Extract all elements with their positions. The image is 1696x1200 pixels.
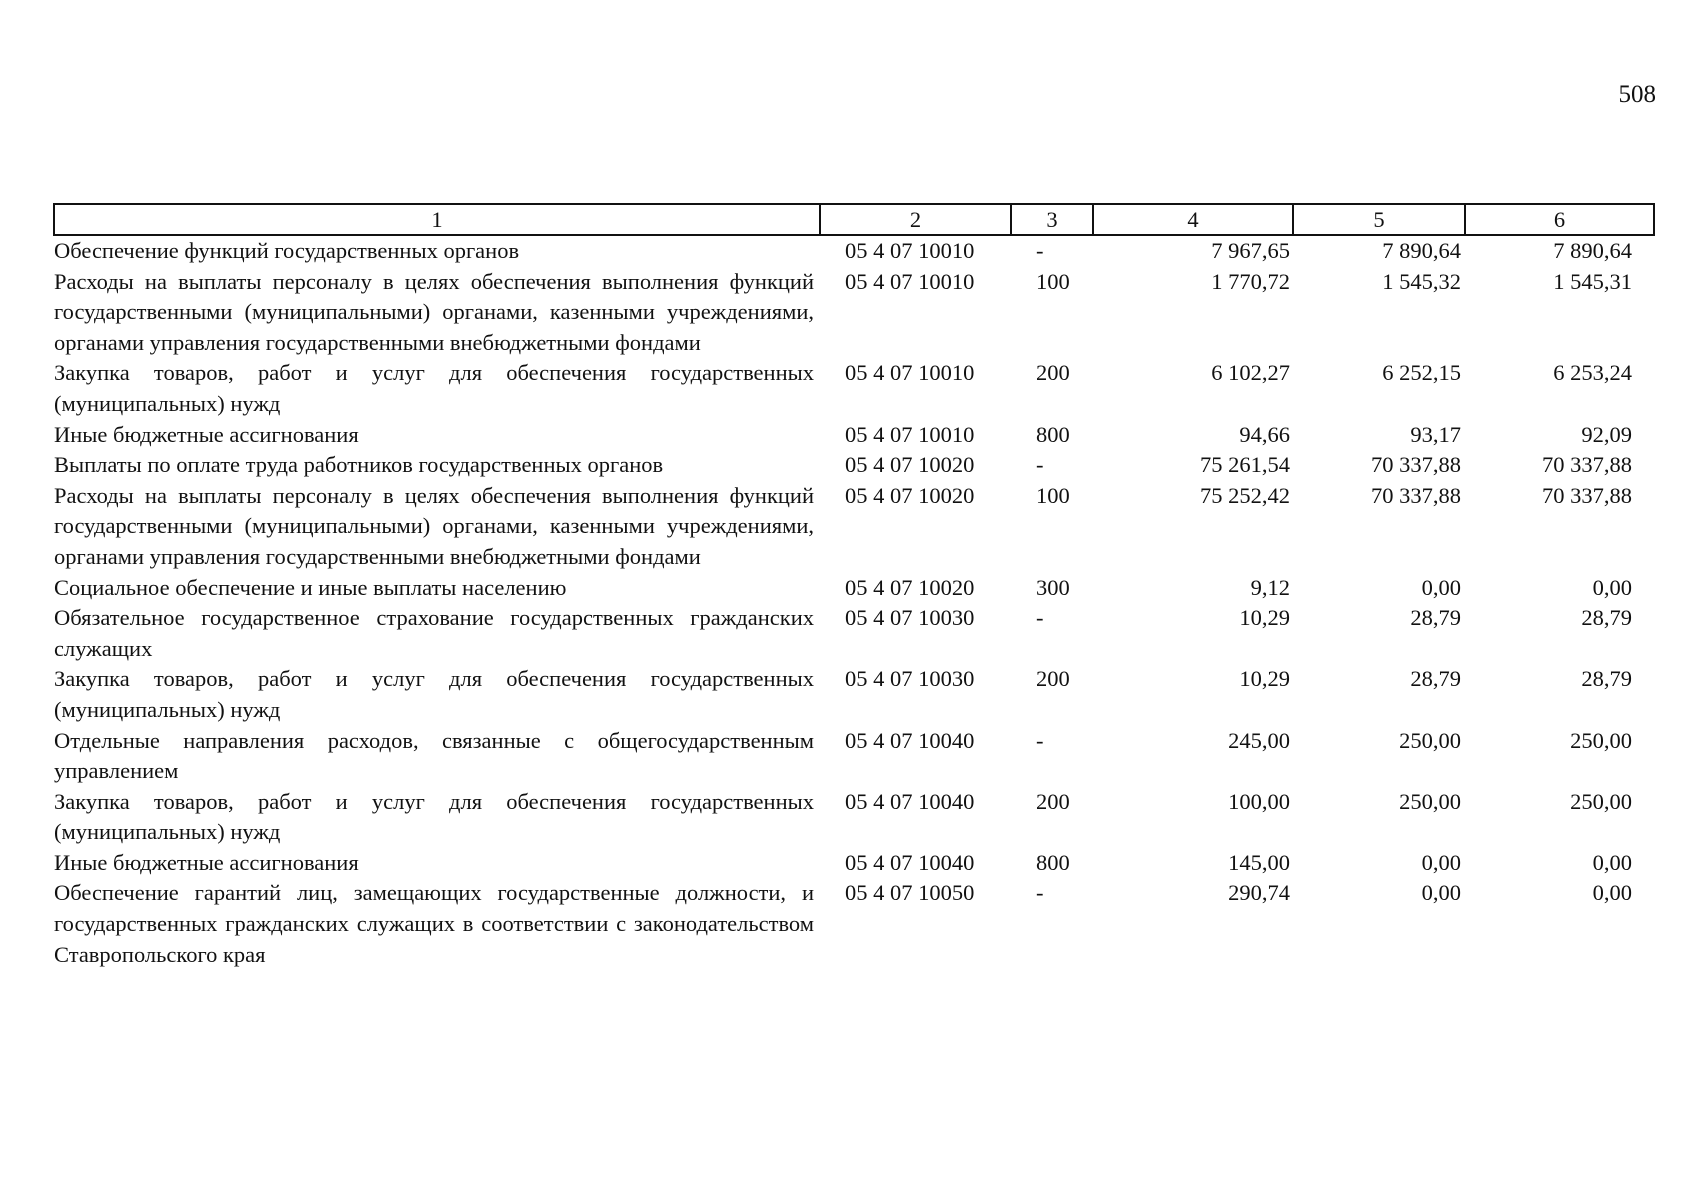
- row-value-col-5: 0,00: [1421, 849, 1461, 875]
- table-row: [54, 573, 1654, 604]
- row-value-col-6: 6 253,24: [1553, 360, 1632, 386]
- row-name: Социальное обеспечение и иные выплаты населению: [54, 574, 567, 600]
- table-row: [54, 481, 1654, 573]
- row-name: Закупка товаров, работ и услуг для обеспечения государственных (муниципальных) нужд: [54, 666, 814, 722]
- table-row: [54, 787, 1654, 848]
- row-expense-type: 200: [1036, 788, 1070, 814]
- table-row: [54, 358, 1654, 419]
- row-expense-type: 200: [1036, 666, 1070, 692]
- table-row: [54, 450, 1654, 481]
- table-row: [54, 420, 1654, 451]
- row-value-col-5: 1 545,32: [1382, 268, 1461, 294]
- row-expense-type: -: [1036, 727, 1044, 753]
- row-code: 05 4 07 10030: [845, 666, 975, 692]
- row-value-col-4: 290,74: [1228, 880, 1290, 906]
- header-col-1: 1: [54, 204, 820, 235]
- row-code: 05 4 07 10040: [845, 727, 975, 753]
- row-value-col-4: 100,00: [1228, 788, 1290, 814]
- row-expense-type: 100: [1036, 482, 1070, 508]
- row-code: 05 4 07 10040: [845, 788, 975, 814]
- row-value-col-5: 0,00: [1421, 574, 1461, 600]
- row-value-col-5: 28,79: [1410, 666, 1461, 692]
- row-expense-type: 100: [1036, 268, 1070, 294]
- row-value-col-5: 70 337,88: [1371, 482, 1461, 508]
- row-value-col-4: 10,29: [1239, 605, 1290, 631]
- row-value-col-5: 0,00: [1421, 880, 1461, 906]
- row-value-col-6: 92,09: [1581, 421, 1632, 447]
- row-value-col-6: 250,00: [1570, 727, 1632, 753]
- row-value-col-4: 6 102,27: [1211, 360, 1290, 386]
- header-col-6: 6: [1465, 204, 1654, 235]
- row-value-col-5: 28,79: [1410, 605, 1461, 631]
- row-value-col-6: 28,79: [1581, 666, 1632, 692]
- row-value-col-6: 0,00: [1592, 849, 1632, 875]
- header-col-5: 5: [1293, 204, 1465, 235]
- row-value-col-4: 245,00: [1228, 727, 1290, 753]
- row-code: 05 4 07 10010: [845, 238, 975, 263]
- table-row: [54, 664, 1654, 725]
- row-value-col-5: 250,00: [1399, 788, 1461, 814]
- row-value-col-5: 6 252,15: [1382, 360, 1461, 386]
- row-name: Обязательное государственное страхование государственных гражданских служащих: [54, 605, 814, 661]
- row-value-col-6: 70 337,88: [1542, 482, 1632, 508]
- row-value-col-6: 70 337,88: [1542, 452, 1632, 478]
- row-code: 05 4 07 10010: [845, 360, 975, 386]
- row-value-col-4: 145,00: [1228, 849, 1290, 875]
- row-name: Расходы на выплаты персоналу в целях обеспечения выполнения функций государственными (муниципальными) органами, казенными учреждениями, органами управления государственными внебюджетными фондами: [54, 268, 814, 355]
- table-row: [54, 235, 1654, 267]
- row-name: Обеспечение функций государственных органов: [54, 238, 520, 263]
- header-col-4: 4: [1093, 204, 1293, 235]
- row-value-col-6: 7 890,64: [1553, 238, 1632, 263]
- row-name: Иные бюджетные ассигнования: [54, 849, 359, 875]
- row-name: Выплаты по оплате труда работников государственных органов: [54, 452, 664, 478]
- row-name: Расходы на выплаты персоналу в целях обеспечения выполнения функций государственными (муниципальными) органами, казенными учреждениями, органами управления государственными внебюджетными фондами: [54, 482, 814, 569]
- page-number: 508: [1618, 81, 1656, 108]
- row-value-col-5: 7 890,64: [1382, 238, 1461, 263]
- row-code: 05 4 07 10020: [845, 482, 975, 508]
- row-expense-type: -: [1036, 238, 1044, 263]
- row-name: Обеспечение гарантий лиц, замещающих государственные должности, и государственных гражданских служащих в соответствии с законодательством Ставропольского края: [54, 880, 814, 967]
- row-expense-type: 200: [1036, 360, 1070, 386]
- header-col-3: 3: [1011, 204, 1093, 235]
- row-code: 05 4 07 10050: [845, 880, 975, 906]
- row-value-col-4: 1 770,72: [1211, 268, 1290, 294]
- row-expense-type: 800: [1036, 849, 1070, 875]
- row-value-col-4: 75 261,54: [1200, 452, 1290, 478]
- table-row: [54, 603, 1654, 664]
- row-code: 05 4 07 10010: [845, 421, 975, 447]
- row-code: 05 4 07 10010: [845, 268, 975, 294]
- row-expense-type: -: [1036, 605, 1044, 631]
- row-expense-type: -: [1036, 452, 1044, 478]
- row-name: Закупка товаров, работ и услуг для обеспечения государственных (муниципальных) нужд: [54, 360, 814, 416]
- row-value-col-6: 0,00: [1592, 574, 1632, 600]
- row-code: 05 4 07 10030: [845, 605, 975, 631]
- row-value-col-4: 10,29: [1239, 666, 1290, 692]
- row-value-col-4: 9,12: [1250, 574, 1290, 600]
- table-body: [54, 235, 1654, 970]
- table-row: [54, 267, 1654, 359]
- row-name: Закупка товаров, работ и услуг для обеспечения государственных (муниципальных) нужд: [54, 788, 814, 845]
- row-value-col-6: 250,00: [1570, 788, 1632, 814]
- row-value-col-4: 7 967,65: [1211, 238, 1290, 263]
- row-value-col-5: 250,00: [1399, 727, 1461, 753]
- row-value-col-6: 28,79: [1581, 605, 1632, 631]
- row-value-col-5: 70 337,88: [1371, 452, 1461, 478]
- row-expense-type: -: [1036, 880, 1044, 906]
- row-value-col-5: 93,17: [1410, 421, 1461, 447]
- row-value-col-6: 1 545,31: [1553, 268, 1632, 294]
- table-row: [54, 848, 1654, 879]
- row-code: 05 4 07 10020: [845, 574, 975, 600]
- row-value-col-4: 94,66: [1239, 421, 1290, 447]
- row-expense-type: 300: [1036, 574, 1070, 600]
- header-row: [54, 204, 1654, 235]
- header-col-2: 2: [820, 204, 1011, 235]
- row-code: 05 4 07 10040: [845, 849, 975, 875]
- row-name: Иные бюджетные ассигнования: [54, 421, 359, 447]
- row-value-col-6: 0,00: [1592, 880, 1632, 906]
- row-code: 05 4 07 10020: [845, 452, 975, 478]
- table-row: [54, 878, 1654, 970]
- row-expense-type: 800: [1036, 421, 1070, 447]
- row-name: Отдельные направления расходов, связанные с общегосударственным управлением: [54, 727, 814, 784]
- table-row: [54, 726, 1654, 787]
- row-value-col-4: 75 252,42: [1200, 482, 1290, 508]
- budget-table: [53, 203, 1655, 970]
